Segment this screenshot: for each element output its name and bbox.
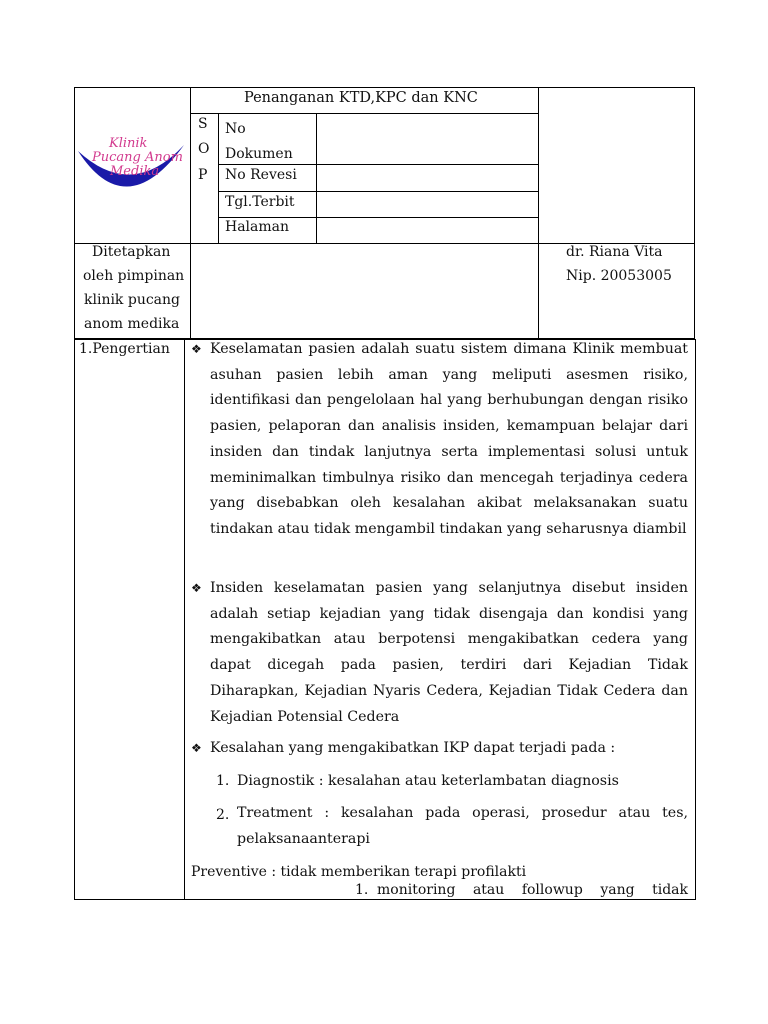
approved-by-line: oleh pimpinan bbox=[83, 268, 185, 284]
sop-letter: O bbox=[198, 141, 210, 157]
approved-by-line: Ditetapkan bbox=[92, 244, 171, 260]
signer-name: dr. Riana Vita bbox=[566, 244, 663, 260]
approved-by-line: klinik pucang bbox=[84, 292, 181, 308]
list-item-text: Treatment : kesalahan pada operasi, prosedur atau tes, pelaksanaanterapi bbox=[237, 805, 688, 847]
sop-letter: P bbox=[198, 167, 208, 183]
field-label-halaman: Halaman bbox=[225, 219, 290, 235]
list-item-text: Diagnostik : kesalahan atau keterlambatan diagnosis bbox=[237, 773, 619, 789]
list-number: 1. bbox=[355, 882, 369, 898]
field-label-text: No Dokumen bbox=[225, 121, 293, 162]
preventive-text: Preventive : tidak memberikan terapi profilakti bbox=[191, 864, 527, 880]
divider bbox=[190, 87, 191, 339]
divider bbox=[190, 113, 538, 114]
definition-paragraph: Kesalahan yang mengakibatkan IKP dapat terjadi pada : bbox=[210, 740, 616, 756]
definition-paragraph: Insiden keselamatan pasien yang selanjutnya disebut insiden adalah setiap kejadian yang tidak disengaja dan kondisi yang mengakibatkan atau berpotensi mengakibatkan cedera yang dapat dicegah pada pasien, terdiri dari Kejadian Tidak Diharapkan, Kejadian Nyaris Cedera, Kejadian Tidak Cedera dan Kejadian Potensial Cedera bbox=[210, 580, 688, 725]
divider bbox=[218, 191, 538, 192]
list-item-text: monitoring atau followup yang tidak bbox=[377, 882, 688, 898]
divider bbox=[184, 339, 185, 900]
logo-line-3: Medika bbox=[110, 164, 160, 179]
list-number: 2. bbox=[216, 807, 230, 823]
diamond-bullet-icon: ❖ bbox=[191, 342, 202, 356]
divider bbox=[538, 87, 539, 339]
field-label-tgl-terbit: Tgl.Terbit bbox=[225, 194, 295, 210]
field-label-no-revesi: No Revesi bbox=[225, 167, 297, 183]
approved-by-line: anom medika bbox=[84, 316, 180, 332]
section-label: 1.Pengertian bbox=[79, 341, 170, 357]
divider bbox=[218, 217, 538, 218]
definition-paragraph: Keselamatan pasien adalah suatu sistem dimana Klinik membuat asuhan pasien lebih aman yang meliputi asesmen risiko, identifikasi dan pengelolaan hal yang berhubungan dengan risiko pasien, pelaporan dan analisis insiden, kemampuan belajar dari insiden dan tindak lanjutnya serta implementasi solusi untuk meminimalkan timbulnya risiko dan mencegah terjadinya cedera yang disebabkan oleh kesalahan akibat melaksanakan suatu tindakan atau tidak mengambil tindakan yang seharusnya diambil bbox=[210, 341, 688, 537]
clinic-logo bbox=[76, 125, 188, 205]
field-label-no-dokumen bbox=[225, 117, 313, 167]
diamond-bullet-icon: ❖ bbox=[191, 741, 202, 755]
document-title: Penanganan KTD,KPC dan KNC bbox=[244, 90, 478, 106]
sop-letter: S bbox=[198, 116, 208, 132]
list-number: 1. bbox=[216, 773, 230, 789]
divider bbox=[218, 113, 219, 243]
logo-line-2: Pucang Anom bbox=[92, 150, 183, 165]
signer-nip: Nip. 20053005 bbox=[566, 268, 672, 284]
divider bbox=[316, 113, 317, 243]
logo-line-1: Klinik bbox=[109, 136, 148, 151]
diamond-bullet-icon: ❖ bbox=[191, 581, 202, 595]
